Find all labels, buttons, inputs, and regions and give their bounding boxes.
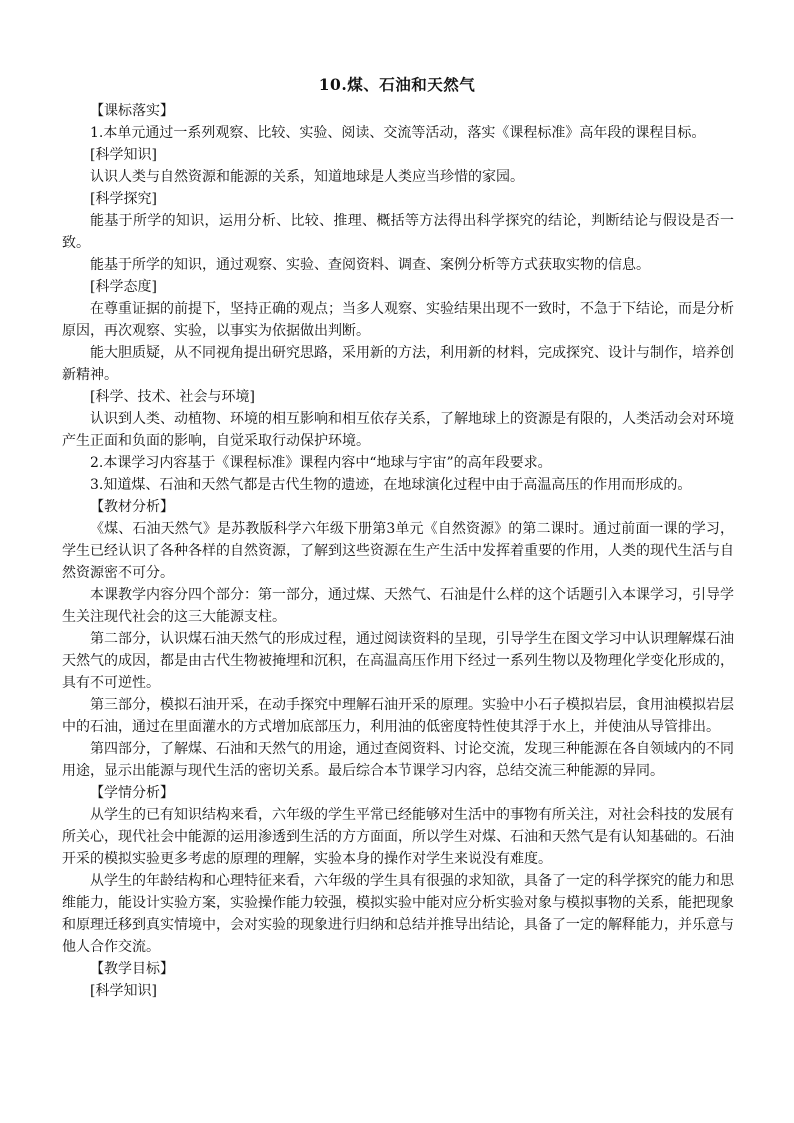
paragraph: 第四部分，了解煤、石油和天然气的用途，通过查阅资料、讨论交流，发现三种能源在各自领域内的不同用途，显示出能源与现代生活的密切关系。最后综合本节课学习内容，总结交流三种能源的异同。 xyxy=(62,741,734,779)
subsection-label: [科学知识] xyxy=(90,983,157,999)
paragraph: 能大胆质疑，从不同视角提出研究思路，采用新的方法，利用新的材料，完成探究、设计与制作，培养创新精神。 xyxy=(62,345,734,383)
section-heading: 【学情分析】 xyxy=(90,785,174,801)
paragraph: 认识人类与自然资源和能源的关系，知道地球是人类应当珍惜的家园。 xyxy=(90,169,524,185)
paragraph: 《煤、石油天然气》是苏教版科学六年级下册第3单元《自然资源》的第二课时。通过前面一课的学习，学生已经认识了各种各样的自然资源，了解到这些资源在生产生活中发挥着重要的作用，人类的现代生活与自然资源密不可分。 xyxy=(62,521,734,581)
paragraph: 第三部分，模拟石油开采，在动手探究中理解石油开采的原理。实验中小石子模拟岩层，食用油模拟岩层中的石油，通过在里面灌水的方式增加底部压力，利用油的低密度特性使其浮于水上，并使油从导管排出。 xyxy=(62,697,734,735)
paragraph: 从学生的年龄结构和心理特征来看，六年级的学生具有很强的求知欲，具备了一定的科学探究的能力和思维能力，能设计实验方案，实验操作能力较强，模拟实验中能对应分析实验对象与模拟事物的关系，能把现象和原理迁移到真实情境中，会对实验的现象进行归纳和总结并推导出结论，具备了一定的解释能力，并乐意与他人合作交流。 xyxy=(62,873,734,955)
section-heading: 【课标落实】 xyxy=(90,103,174,119)
subsection-label: [科学探究] xyxy=(90,191,157,207)
paragraph: 第二部分，认识煤石油天然气的形成过程，通过阅读资料的呈现，引导学生在图文学习中认识理解煤石油天然气的成因，都是由古代生物被掩埋和沉积，在高温高压作用下经过一系列生物以及物理化学变化形成的，具有不可逆性。 xyxy=(62,631,734,691)
paragraph: 3.知道煤、石油和天然气都是古代生物的遗迹，在地球演化过程中由于高温高压的作用而形成的。 xyxy=(90,477,692,493)
paragraph: 能基于所学的知识，通过观察、实验、查阅资料、调查、案例分析等方式获取实物的信息。 xyxy=(90,257,650,273)
paragraph: 2.本课学习内容基于《课程标准》课程内容中“地球与宇宙”的高年段要求。 xyxy=(90,455,552,471)
paragraph: 本课教学内容分四个部分：第一部分，通过煤、天然气、石油是什么样的这个话题引入本课学习，引导学生关注现代社会的这三大能源支柱。 xyxy=(62,587,734,625)
section-heading: 【教材分析】 xyxy=(90,499,174,515)
paragraph: 1.本单元通过一系列观察、比较、实验、阅读、交流等活动，落实《课程标准》高年段的课程目标。 xyxy=(90,125,706,141)
subsection-label: [科学知识] xyxy=(90,147,157,163)
paragraph: 在尊重证据的前提下，坚持正确的观点；当多人观察、实验结果出现不一致时，不急于下结论，而是分析原因，再次观察、实验，以事实为依据做出判断。 xyxy=(62,301,734,339)
paragraph: 认识到人类、动植物、环境的相互影响和相互依存关系，了解地球上的资源是有限的，人类活动会对环境产生正面和负面的影响，自觉采取行动保护环境。 xyxy=(62,411,734,449)
document-body xyxy=(62,100,734,1002)
subsection-label: [科学、技术、社会与环境] xyxy=(90,389,255,405)
subsection-label: [科学态度] xyxy=(90,279,157,295)
document-title: 10.煤、石油和天然气 xyxy=(318,75,476,94)
paragraph: 从学生的已有知识结构来看，六年级的学生平常已经能够对生活中的事物有所关注，对社会科技的发展有所关心，现代社会中能源的运用渗透到生活的方方面面，所以学生对煤、石油和天然气是有认知基础的。石油开采的模拟实验更多考虑的原理的理解，实验本身的操作对学生来说没有难度。 xyxy=(62,807,734,867)
section-heading: 【教学目标】 xyxy=(90,961,174,977)
paragraph: 能基于所学的知识，运用分析、比较、推理、概括等方法得出科学探究的结论，判断结论与假设是否一致。 xyxy=(62,213,734,251)
